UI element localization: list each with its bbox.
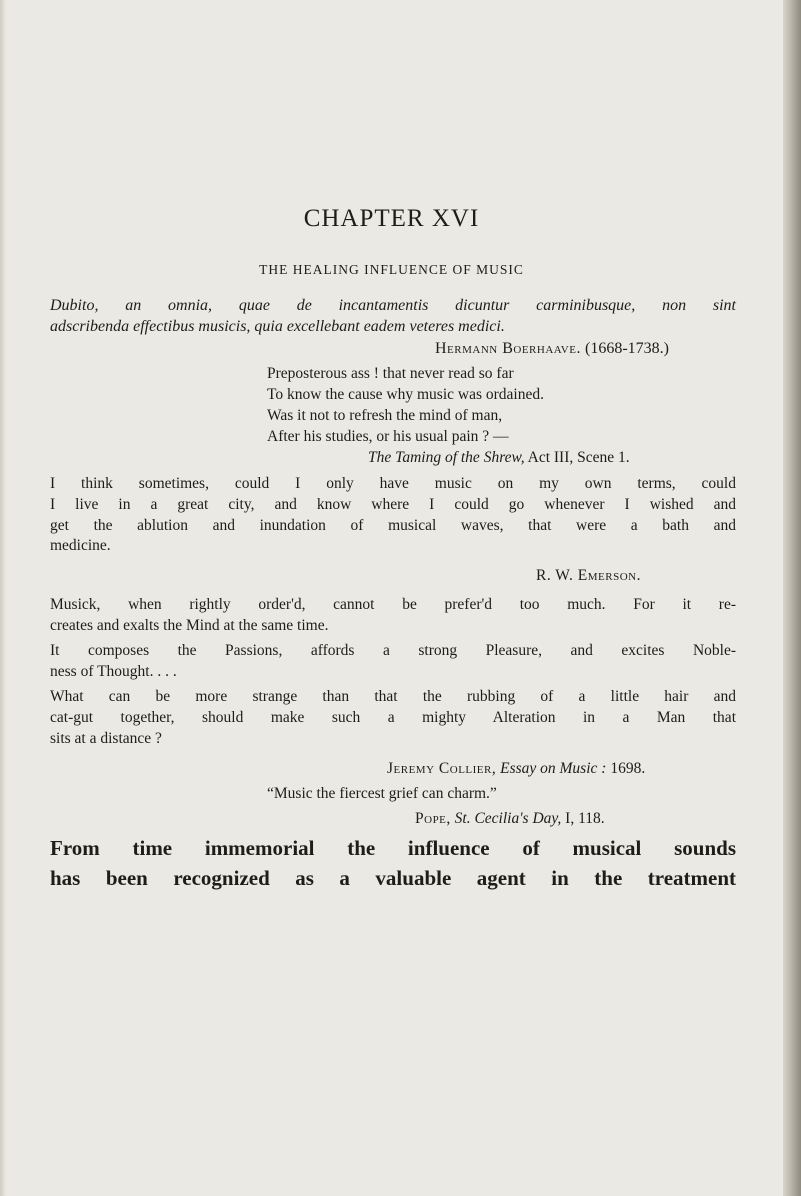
collier-line-1: Musick, when rightly order'd, cannot be prefer'd too much. For it re- bbox=[50, 596, 736, 613]
emerson-line-3: get the ablution and inundation of musical waves, that were a bath and bbox=[50, 517, 736, 534]
collier-attribution-work: Essay on Music : bbox=[500, 760, 607, 777]
collier-line-2: creates and exalts the Mind at the same time. bbox=[50, 617, 329, 634]
collier-line-5: What can be more strange than that the rubbing of a little hair and bbox=[50, 688, 736, 705]
collier-line-3: It composes the Passions, affords a strong Pleasure, and excites Noble- bbox=[50, 642, 736, 659]
verse-attribution-work: The Taming of the Shrew, bbox=[368, 449, 525, 466]
pope-attribution-work: St. Cecilia's Day, bbox=[454, 810, 562, 827]
verse-attribution-act: Act III, Scene 1. bbox=[527, 449, 630, 466]
page-edge-right bbox=[783, 0, 801, 1196]
latin-line-2: adscribenda effectibus musicis, quia excellebant eadem veteres medici. bbox=[50, 318, 505, 335]
collier-line-4: ness of Thought. . . . bbox=[50, 663, 177, 680]
emerson-line-4: medicine. bbox=[50, 537, 111, 554]
collier-attribution-year: 1698. bbox=[610, 760, 646, 777]
pope-attribution bbox=[415, 810, 605, 828]
verse-line-3: Was it not to refresh the mind of man, bbox=[267, 407, 503, 424]
latin-attribution-name: Hermann Boerhaave. bbox=[435, 340, 581, 357]
pope-quote: “Music the fiercest grief can charm.” bbox=[267, 785, 497, 802]
collier-line-6: cat-gut together, should make such a mighty Alteration in a Man that bbox=[50, 709, 736, 726]
emerson-line-1: I think sometimes, could I only have music on my own terms, could bbox=[50, 475, 736, 492]
chapter-title: CHAPTER XVI bbox=[303, 205, 480, 232]
body-line-2: has been recognized as a valuable agent in the treatment bbox=[50, 866, 736, 890]
verse-attribution bbox=[368, 449, 630, 467]
collier-line-7: sits at a distance ? bbox=[50, 730, 162, 747]
body-line-1: From time immemorial the influence of musical sounds bbox=[50, 836, 736, 860]
collier-attribution-name: Jeremy Collier, bbox=[387, 760, 497, 777]
latin-line-1: Dubito, an omnia, quae de incantamentis dicuntur carminibusque, non sint bbox=[50, 297, 736, 314]
emerson-attribution: R. W. Emerson. bbox=[536, 567, 641, 584]
collier-attribution bbox=[387, 760, 645, 778]
emerson-line-2: I live in a great city, and know where I could go whenever I wished and bbox=[50, 496, 736, 513]
chapter-subtitle: THE HEALING INFLUENCE OF MUSIC bbox=[259, 262, 524, 277]
verse-line-4: After his studies, or his usual pain ? — bbox=[267, 428, 509, 445]
latin-attribution bbox=[435, 340, 669, 358]
verse-line-2: To know the cause why music was ordained. bbox=[267, 386, 544, 403]
pope-attribution-name: Pope, bbox=[415, 810, 451, 827]
latin-attribution-dates: (1668-1738.) bbox=[584, 340, 669, 357]
verse-line-1: Preposterous ass ! that never read so far bbox=[267, 365, 514, 382]
pope-attribution-ref: I, 118. bbox=[565, 810, 605, 827]
